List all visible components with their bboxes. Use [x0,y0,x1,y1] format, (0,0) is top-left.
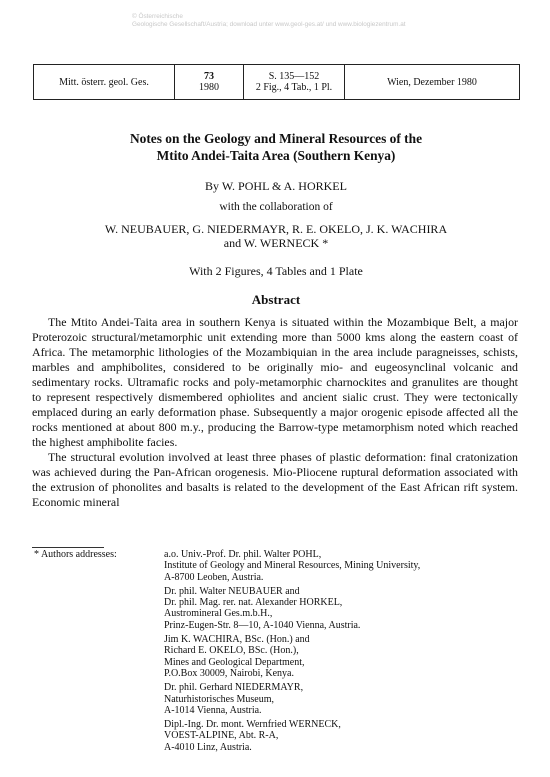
contents-count: 2 Fig., 4 Tab., 1 Pl. [255,82,333,93]
address-block-museum [164,682,504,716]
watermark-line-1: © Österreichische [132,13,183,20]
watermark-line-2: Geologische Gesellschaft/Austria; download unter www.geol-ges.at/ und www.biologiezentrum.at [132,21,406,28]
pages-cell [244,65,345,100]
address-line: Richard E. OKELO, BSc. (Hon.), [164,645,299,657]
collaborators-line-2: and W. WERNECK * [223,236,329,250]
address-line: Institute of Geology and Mineral Resources, Mining University, [164,560,421,572]
abstract-paragraph-2: The structural evolution involved at least three phases of plastic deformation: final cratonization was achieved during the Pan-African orogenesis. Mio-Pliocene ruptural deformation associated with the extrusion of phonolites and basalts is related to the development of the East African rift system. Economic mineral [32,450,518,509]
address-line: A-8700 Leoben, Austria. [164,571,264,583]
figures-note: With 2 Figures, 4 Tables and 1 Plate [189,264,363,278]
footnote-divider [32,547,104,548]
year: 1980 [199,82,219,93]
footnote-label: * Authors addresses: [34,549,117,560]
address-line: P.O.Box 30009, Nairobi, Kenya. [164,667,294,679]
journal-cell: Mitt. österr. geol. Ges. [34,65,175,100]
authors: By W. POHL & A. HORKEL [205,179,347,193]
address-line: Jim K. WACHIRA, BSc. (Hon.) and [164,634,310,646]
watermark [132,13,406,29]
address-block-nairobi [164,634,504,679]
abstract-paragraph-1: The Mtito Andei-Taita area in southern Kenya is situated within the Mozambique Belt, a major Proterozoic structural/metamorphic unit extending more than 5000 kms along the eastern coast of Africa. The metamorphic lithologies of the Mozambiquian in the area include paragneisses, schists, marbles and amphibolites, considered to be originally mio- and eugeosynclinal volcanic and sedimentary rocks. Ultramafic rocks and poly-metamorphic charnockites and granulites are thought to represent respectively dismembered ophiolites and ancient sialic crust. They were tectonically emplaced during an early deformation phase. Subsequently a major orogenic episode affected all the rocks mentioned at about 800 m.y., producing the Barrow-type metamorphism noted which reached the highest amphibolite facies. [32,315,518,449]
address-block-austromineral [164,586,504,631]
place-date-cell: Wien, Dezember 1980 [345,65,520,100]
address-line: Mines and Geological Department, [164,656,305,668]
address-block-pohl [164,549,504,583]
address-block-voest [164,719,504,753]
address-line: VOEST-ALPINE, Abt. R-A, [164,730,279,742]
address-line: Austromineral Ges.m.b.H., [164,608,273,620]
pages: S. 135—152 [268,71,320,82]
paper-title [40,130,512,164]
address-line: Dr. phil. Walter NEUBAUER and [164,585,300,597]
address-line: Naturhistorisches Museum, [164,693,274,705]
volume-year-cell [175,65,244,100]
citation-header-table [33,64,520,100]
collaboration-intro: with the collaboration of [219,201,333,213]
volume: 73 [204,71,214,82]
abstract-heading: Abstract [251,292,301,307]
address-line: Prinz-Eugen-Str. 8—10, A-1040 Vienna, Austria. [164,619,361,631]
address-line: A-1014 Vienna, Austria. [164,704,262,716]
address-line: Dipl.-Ing. Dr. mont. Wernfried WERNECK, [164,719,341,731]
address-line: a.o. Univ.-Prof. Dr. phil. Walter POHL, [164,549,322,560]
address-line: A-4010 Linz, Austria. [164,741,252,753]
title-line-2: Mtito Andei-Taita Area (Southern Kenya) [156,148,396,163]
author-addresses [164,549,504,756]
title-line-1: Notes on the Geology and Mineral Resources of the [129,131,423,146]
collaborators-line-1: W. NEUBAUER, G. NIEDERMAYR, R. E. OKELO, J. K. WACHIRA [104,222,448,236]
address-line: Dr. phil. Mag. rer. nat. Alexander HORKEL, [164,597,343,609]
abstract-body [32,315,518,510]
address-line: Dr. phil. Gerhard NIEDERMAYR, [164,682,304,694]
